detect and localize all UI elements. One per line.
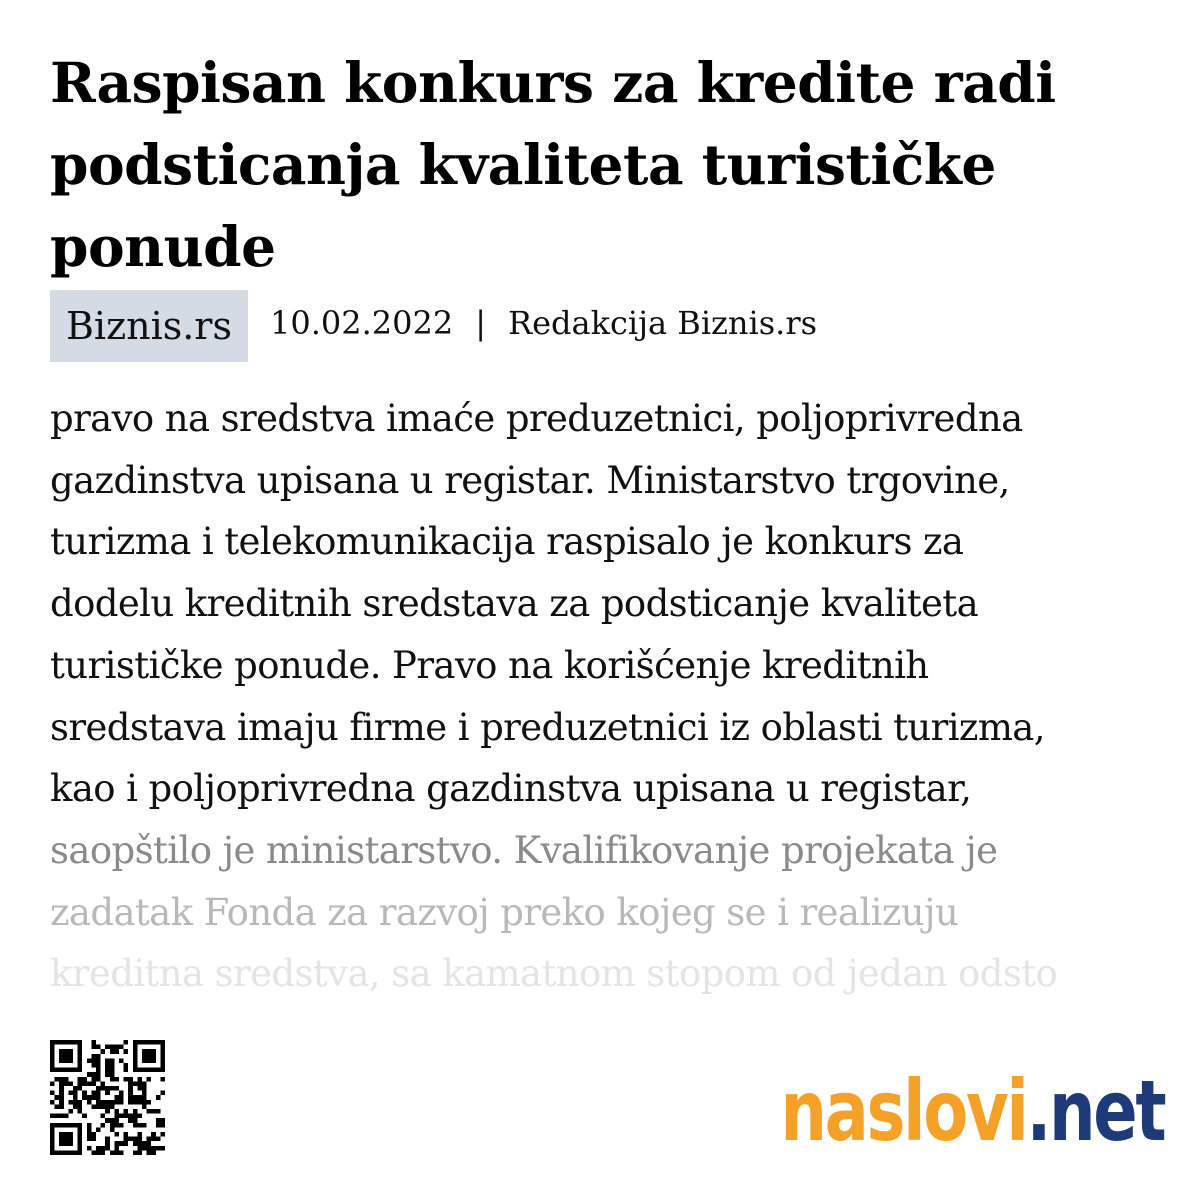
- article-body: [50, 388, 1160, 1005]
- body-line: saopštilo je ministarstvo. Kvalifikovanje projekata je: [50, 828, 998, 872]
- body-line: pravo na sredstva imaće preduzetnici, poljoprivredna: [50, 397, 1023, 440]
- body-line: gazdinstva upisana u registar. Ministarstvo trgovine,: [50, 458, 1010, 502]
- article-meta: [50, 290, 817, 362]
- author: Redakcija Biznis.rs: [507, 304, 818, 342]
- publish-date: 10.02.2022: [269, 304, 454, 342]
- body-line: turizma i telekomunikacija raspisalo je konkurs za: [50, 520, 964, 564]
- body-line: dodelu kreditnih sredstava za podsticanje kvaliteta: [50, 582, 979, 626]
- qr-code-icon[interactable]: [50, 1040, 165, 1155]
- meta-info: [270, 304, 817, 342]
- naslovi-logo[interactable]: [780, 1062, 1164, 1160]
- body-line: kao i poljoprivredna gazdinstva upisana u registar,: [50, 767, 972, 811]
- body-line: kreditna sredstva, sa kamatnom stopom od jedan odsto: [50, 952, 1058, 996]
- logo-text-net: .net: [1026, 1062, 1164, 1160]
- logo-text-naslovi: naslovi: [779, 1062, 1027, 1160]
- body-line: zadatak Fonda za razvoj preko kojeg se i realizuju: [50, 890, 959, 934]
- meta-separator: |: [475, 304, 486, 342]
- source-badge[interactable]: Biznis.rs: [50, 290, 248, 362]
- body-line: sredstava imaju firme i preduzetnici iz oblasti turizma,: [50, 705, 1045, 749]
- body-line: turističke ponude. Pravo na korišćenje kreditnih: [50, 643, 929, 687]
- article-title: Raspisan konkurs za kredite radi podsticanja kvaliteta turističke ponude: [50, 50, 1056, 279]
